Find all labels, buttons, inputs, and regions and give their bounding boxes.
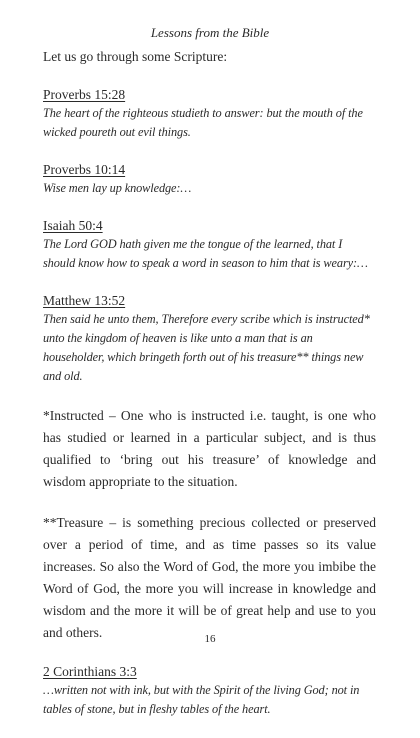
scripture-passage	[43, 663, 376, 719]
scripture-text: The Lord GOD hath given me the tongue of the learned, that I should know how to speak a word in season to him that is weary:…	[43, 237, 368, 270]
scripture-text: …written not with ink, but with the Spirit of the living God; not in tables of stone, but in fleshy tables of the heart.	[43, 683, 360, 716]
running-head: Lessons from the Bible	[150, 25, 270, 40]
scripture-passage	[43, 161, 376, 198]
scripture-reference: Proverbs 15:28	[43, 87, 126, 102]
scripture-passage	[43, 292, 376, 386]
page-number: 16	[204, 633, 216, 645]
scripture-reference: Matthew 13:52	[43, 293, 126, 308]
scripture-text: Wise men lay up knowledge:…	[43, 181, 192, 195]
scripture-text: Then said he unto them, Therefore every scribe which is instructed* unto the kingdom of heaven is like unto a man that is an householder, which bringeth forth out of his treasure** things new and old.	[43, 312, 370, 383]
scripture-passage	[43, 86, 376, 142]
scripture-text: The heart of the righteous studieth to answer: but the mouth of the wicked poureth out evil things.	[43, 106, 363, 139]
intro-text: Let us go through some Scripture:	[43, 49, 228, 64]
scripture-reference: 2 Corinthians 3:3	[43, 664, 137, 679]
scripture-passage	[43, 217, 376, 273]
footnote-instructed: *Instructed – One who is instructed i.e. taught, is one who has studied or learned in a particular subject, and is thus qualified to ‘bring out his treasure’ of knowledge and wisdom appropriate to the situation.	[43, 408, 376, 489]
scripture-reference: Isaiah 50:4	[43, 218, 103, 233]
footnote-treasure: **Treasure – is something precious collected or preserved over a period of time, and as time passes so its value increases. So also the Word of God, the more you imbibe the Word of God, the more you will increase in knowledge and wisdom and the more it will be of great help and use to you and others.	[43, 515, 376, 640]
scripture-reference: Proverbs 10:14	[43, 162, 126, 177]
